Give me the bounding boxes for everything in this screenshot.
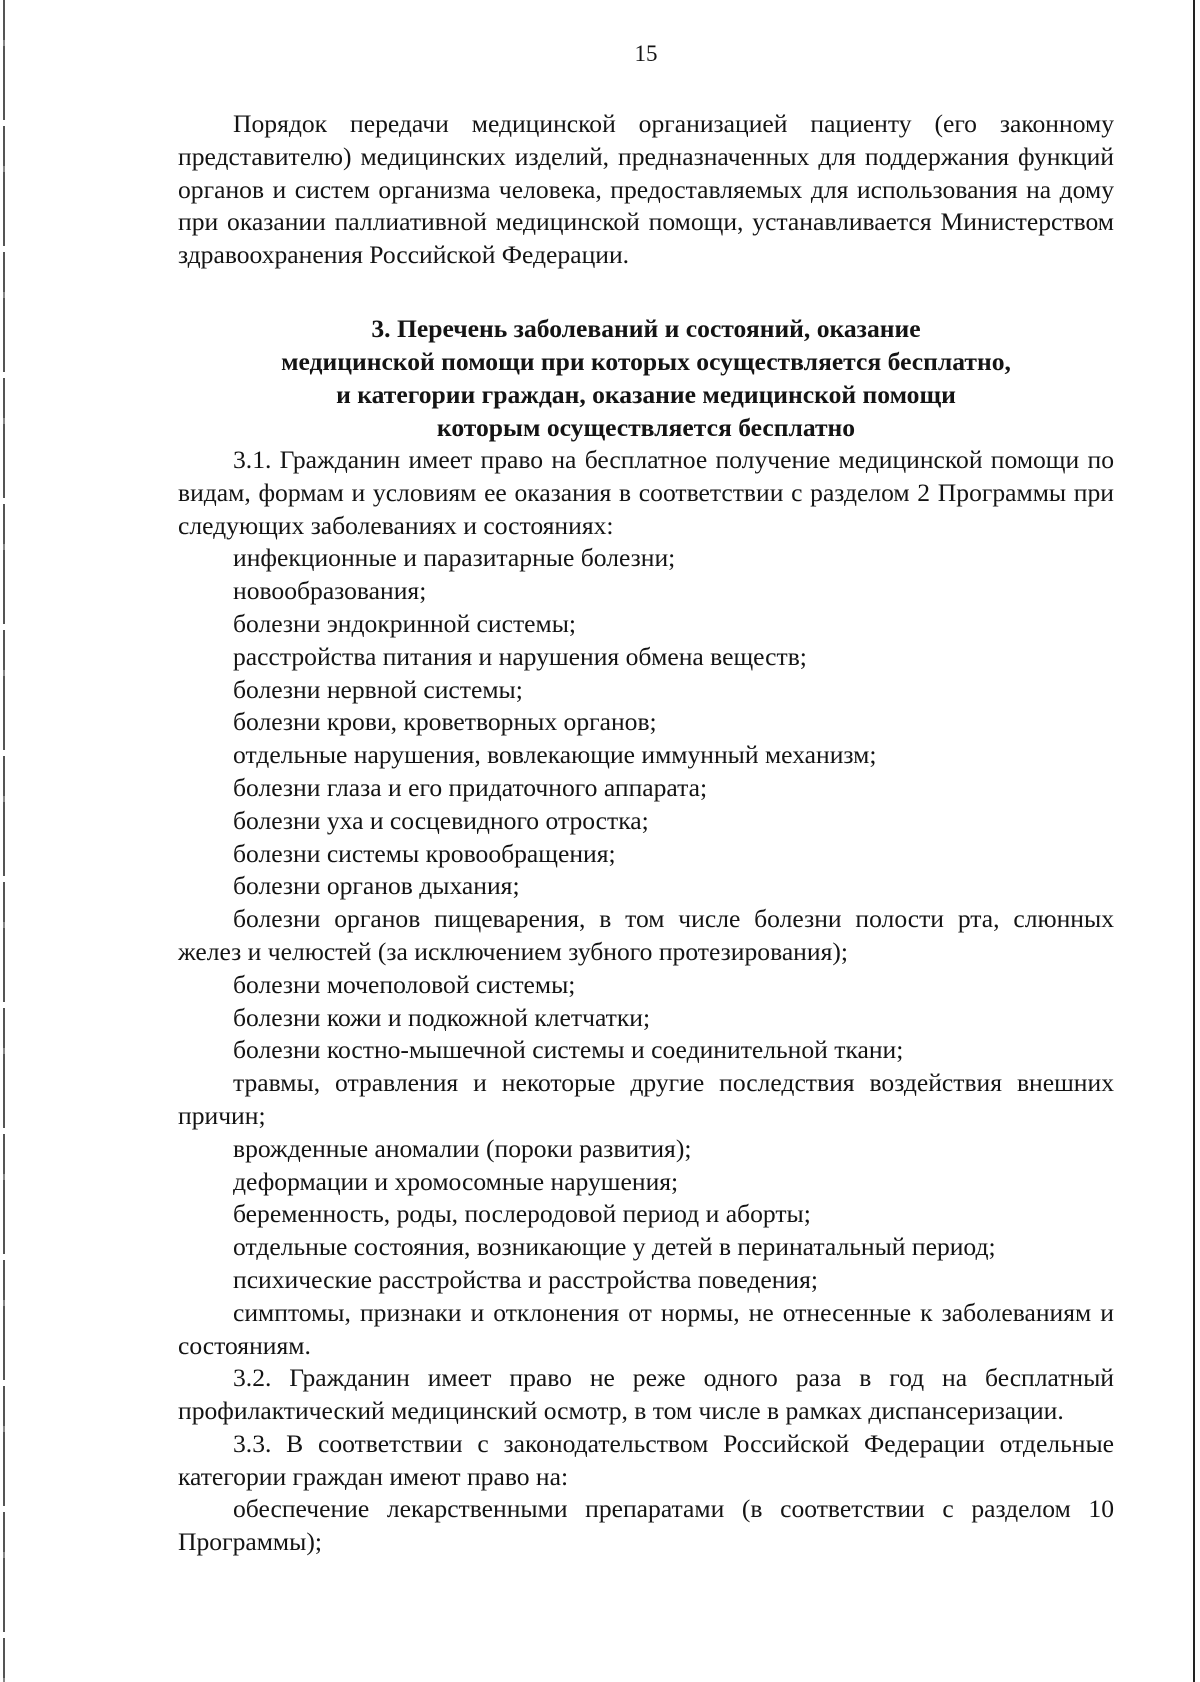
section-heading [178,312,1114,444]
section-heading-line: и категории граждан, оказание медицинской помощи [336,379,956,409]
list-item: болезни органов дыхания; [233,871,520,901]
list-item: болезни кожи и подкожной клетчатки; [233,1002,651,1032]
list-item: симптомы, признаки и отклонения от нормы, не отнесенные к заболеваниям и состояниям. [178,1297,1114,1360]
list-item: инфекционные и паразитарные болезни; [233,543,676,573]
scan-edge-right [1193,0,1195,1682]
scan-edge-left [3,0,5,1682]
section-heading-line: 3. Перечень заболеваний и состояний, оказание [371,313,921,343]
list-item: новообразования; [233,576,427,606]
list-item: травмы, отравления и некоторые другие последствия воздействия внешних причин; [178,1068,1114,1130]
list-item: обеспечение лекарственными препаратами (в соответствии с разделом 10 Программы); [178,1494,1114,1557]
list-item: отдельные нарушения, вовлекающие иммунный механизм; [233,740,877,770]
list-item: болезни крови, кроветворных органов; [233,707,657,737]
section-heading-line: медицинской помощи при которых осуществляется бесплатно, [281,346,1011,376]
list-item: расстройства питания и нарушения обмена веществ; [233,641,807,671]
list-item: болезни эндокринной системы; [233,608,577,638]
clause-3-2: 3.2. Гражданин имеет право не реже одного раза в год на бесплатный профилактический медицинский осмотр, в том числе в рамках диспансеризации. [178,1363,1114,1426]
list-item: болезни уха и сосцевидного отростка; [233,805,649,835]
disease-list [178,542,1114,1362]
document-page [178,40,1114,1559]
list-item: врожденные аномалии (пороки развития); [233,1133,692,1163]
list-item: болезни органов пищеварения, в том числе болезни полости рта, слюнных желез и челюстей (за исключением зубного протезирования); [178,904,1114,966]
list-item: болезни нервной системы; [233,674,523,704]
page-number: 15 [634,41,658,66]
clause-3-3: 3.3. В соответствии с законодательством Российской Федерации отдельные категории граждан имеют право на: [178,1428,1114,1491]
list-item: деформации и хромосомные нарушения; [233,1166,679,1196]
list-item: беременность, роды, послеродовой период и аборты; [233,1199,811,1229]
list-item: болезни костно-мышечной системы и соединительной ткани; [233,1035,904,1065]
clause-3-1: 3.1. Гражданин имеет право на бесплатное получение медицинской помощи по видам, формам и условиям ее оказания в соответствии с разделом 2 Программы при следующих заболеваниях и состояниях: [178,444,1114,540]
list-item: болезни глаза и его придаточного аппарата; [233,772,708,802]
list-item: психические расстройства и расстройства поведения; [233,1264,818,1294]
list-item: болезни мочеполовой системы; [233,969,576,999]
list-item: отдельные состояния, возникающие у детей в перинатальный период; [233,1232,996,1262]
list-item: болезни системы кровообращения; [233,838,616,868]
intro-paragraph: Порядок передачи медицинской организацией пациенту (его законному представителю) медицинских изделий, предназначенных для поддержания функций органов и систем организма человека, предоставляемых для использования на дому при оказании паллиативной медицинской помощи, устанавливается Министерством здравоохранения Российской Федерации. [178,109,1114,270]
section-heading-line: которым осуществляется бесплатно [436,412,856,442]
rights-list [178,1493,1114,1559]
